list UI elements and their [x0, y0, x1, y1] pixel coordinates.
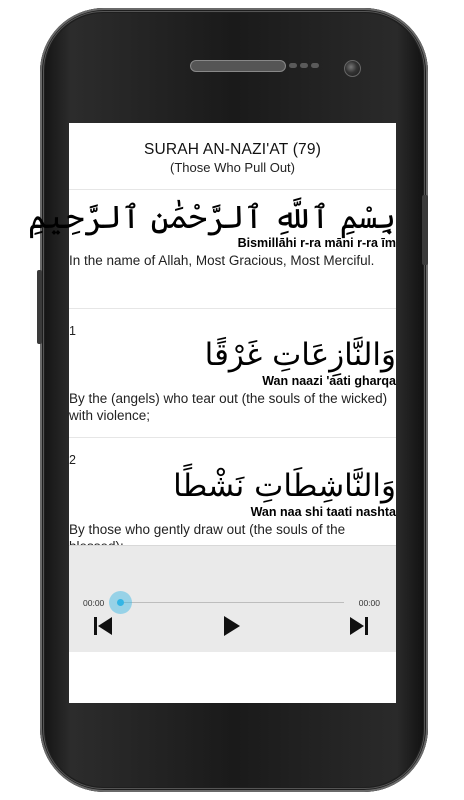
front-camera — [344, 60, 361, 77]
verse-number: 2 — [69, 453, 76, 467]
previous-button[interactable] — [91, 614, 115, 638]
verse-arabic: بِسْمِ ٱللَّهِ ٱلرَّحْمَٰنِ ٱلرَّحِيمِ — [27, 198, 396, 236]
skip-next-icon — [347, 614, 371, 638]
time-total: 00:00 — [358, 598, 380, 608]
proximity-sensor — [289, 63, 297, 68]
verse-item[interactable] — [69, 309, 396, 438]
verse-transliteration: Bismillāhi r-ra māni r-ra īm — [237, 236, 396, 250]
seek-thumb[interactable] — [109, 591, 132, 614]
surah-subtitle: (Those Who Pull Out) — [170, 160, 295, 175]
play-icon — [219, 614, 243, 638]
light-sensor-2 — [311, 63, 319, 68]
verse-translation: By the (angels) who tear out (the souls of the wicked) with violence; — [69, 391, 388, 423]
skip-previous-icon — [91, 614, 115, 638]
volume-button — [37, 270, 42, 344]
time-elapsed: 00:00 — [83, 598, 105, 608]
surah-header — [69, 123, 396, 190]
verse-transliteration: Wan naa shi taati nashta — [250, 505, 396, 519]
light-sensor — [300, 63, 308, 68]
verse-transliteration: Wan naazi 'aati gharqa — [262, 374, 396, 388]
verse-translation: By those who gently draw out (the souls of the — [69, 522, 346, 537]
verse-arabic: وَالنَّاشِطَاتِ نَشْطًا — [173, 468, 396, 504]
verse-item[interactable] — [27, 190, 396, 309]
earpiece-speaker — [190, 60, 286, 72]
verse-arabic: وَالنَّازِعَاتِ غَرْقًا — [204, 337, 396, 373]
app-screen — [27, 123, 396, 703]
verse-number: 1 — [69, 324, 76, 338]
audio-player — [69, 545, 396, 652]
power-button — [422, 195, 428, 265]
next-button[interactable] — [347, 614, 371, 638]
seek-bar[interactable] — [119, 602, 344, 603]
verse-translation: In the name of Allah, Most Gracious, Most Merciful. — [69, 253, 375, 268]
play-button[interactable] — [219, 614, 243, 638]
surah-title: SURAH AN-NAZI'AT (79) — [143, 141, 322, 158]
